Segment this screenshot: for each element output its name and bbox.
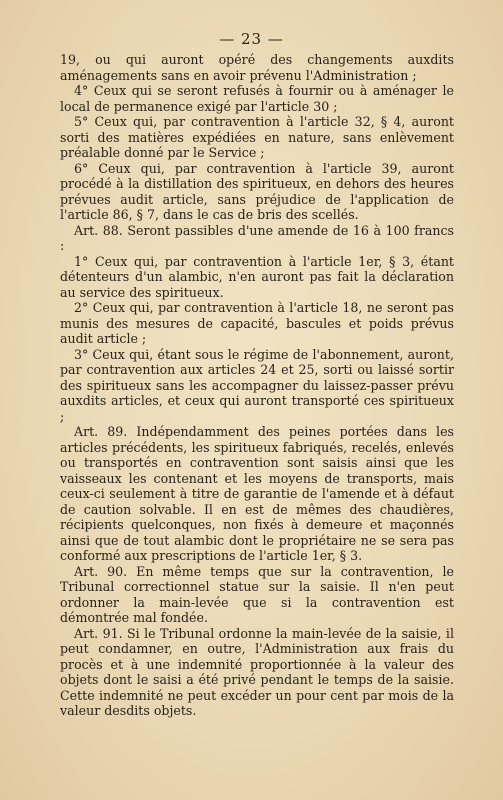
paragraph: Art. 91. Si le Tribunal ordonne la main-levée de la saisie, il peut condamner, en outre, l'Administration aux frais du procès et à une indemnité proportionnée à la valeur des objets dont le saisi a été privé pendant le temps de la saisie. Cette indemnité ne peut excéder un pour cent par mois de la valeur desdits objets.	[60, 625, 454, 718]
paragraph: Art. 88. Seront passibles d'une amende de 16 à 100 francs :	[60, 222, 454, 253]
paragraph: 1° Ceux qui, par contravention à l'article 1er, § 3, étant détenteurs d'un alambic, n'en auront pas fait la déclaration au service des spiritueux.	[60, 253, 454, 300]
paragraph: Art. 90. En même temps que sur la contravention, le Tribunal correctionnel statue sur la saisie. Il n'en peut ordonner la main-levée que si la contravention est démontrée mal fondée.	[60, 563, 454, 625]
paragraph: 5° Ceux qui, par contravention à l'article 32, § 4, auront sorti des matières expédiées en nature, sans enlèvement préalable donné par le Service ;	[60, 114, 454, 160]
body-text	[60, 52, 454, 719]
paragraph: 3° Ceux qui, étant sous le régime de l'abonnement, auront, par contravention aux articles 24 et 25, sorti ou laissé sortir des spiritueux sans les accompagner du laissez-passer prévu auxdits articles, et ceux qui auront transporté ces spiritueux ;	[60, 346, 454, 424]
paragraph: 2° Ceux qui, par contravention à l'article 18, ne seront pas munis des mesures de capacité, bascules et poids prévus audit article ;	[60, 300, 454, 346]
paragraph: 6° Ceux qui, par contravention à l'article 39, auront procédé à la distillation des spiritueux, en dehors des heures prévues audit article, sans préjudice de l'application de l'article 86, § 7, dans le cas de bris des scellés.	[60, 160, 454, 222]
paragraph: 4° Ceux qui se seront refusés à fournir ou à aménager le local de permanence exigé par l'article 30 ;	[60, 83, 454, 114]
paragraph: 19, ou qui auront opéré des changements auxdits aménagements sans en avoir prévenu l'Administration ;	[60, 52, 454, 83]
page-number: — 23 —	[219, 30, 284, 48]
paragraph: Art. 89. Indépendamment des peines portées dans les articles précédents, les spiritueux fabriqués, recelés, enlevés ou transportés en contravention sont saisis ainsi que les vaisseaux les contenant et les moyens de transports, mais ceux-ci seulement à titre de garantie de l'amende et à défaut de caution solvable. Il en est de mêmes des chaudières, récipients quelconques, non fixés à demeure et maçonnés ainsi que de tout alambic dont le propriétaire ne se sera pas conformé aux prescriptions de l'article 1er, § 3.	[60, 424, 454, 563]
